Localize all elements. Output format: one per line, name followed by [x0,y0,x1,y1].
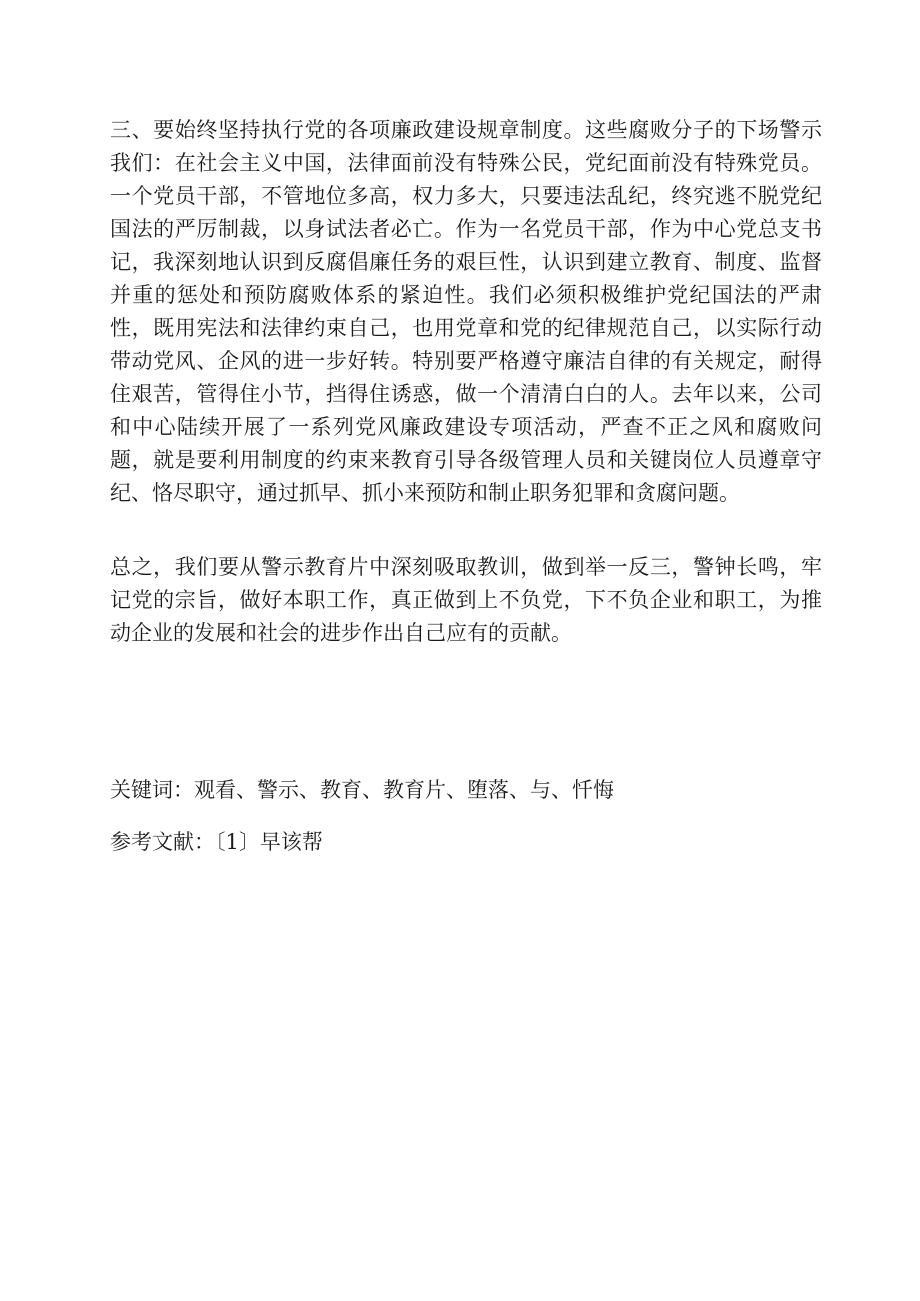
body-paragraph-discipline: 三、要始终坚持执行党的各项廉政建设规章制度。这些腐败分子的下场警示我们：在社会主义中国，法律面前没有特殊公民，党纪面前没有特殊党员。一个党员干部，不管地位多高，权力多大，只要违法乱纪，终究逃不脱党纪国法的严厉制裁，以身试法者必亡。作为一名党员干部，作为中心党总支书记，我深刻地认识到反腐倡廉任务的艰巨性，认识到建立教育、制度、监督并重的惩处和预防腐败体系的紧迫性。我们必须积极维护党纪国法的严肃性，既用宪法和法律约束自己，也用党章和党的纪律规范自己，以实际行动带动党风、企风的进一步好转。特别要严格遵守廉洁自律的有关规定，耐得住艰苦，管得住小节，挡得住诱惑，做一个清清白白的人。去年以来，公司和中心陆续开展了一系列党风廉政建设专项活动，严查不正之风和腐败问题，就是要利用制度的约束来教育引导各级管理人员和关键岗位人员遵章守纪、恪尽职守，通过抓早、抓小来预防和制止职务犯罪和贪腐问题。 [110,118,822,505]
references-line: 参考文献：〔1〕早该帮 [110,830,323,854]
body-paragraph-conclusion: 总之，我们要从警示教育片中深刻吸取教训，做到举一反三，警钟长鸣，牢记党的宗旨，做好本职工作，真正做到上不负党，下不负企业和职工，为推动企业的发展和社会的进步作出自己应有的贡献。 [110,555,822,645]
keywords-line: 关键词：观看、警示、教育、教育片、堕落、与、忏悔 [110,778,614,802]
